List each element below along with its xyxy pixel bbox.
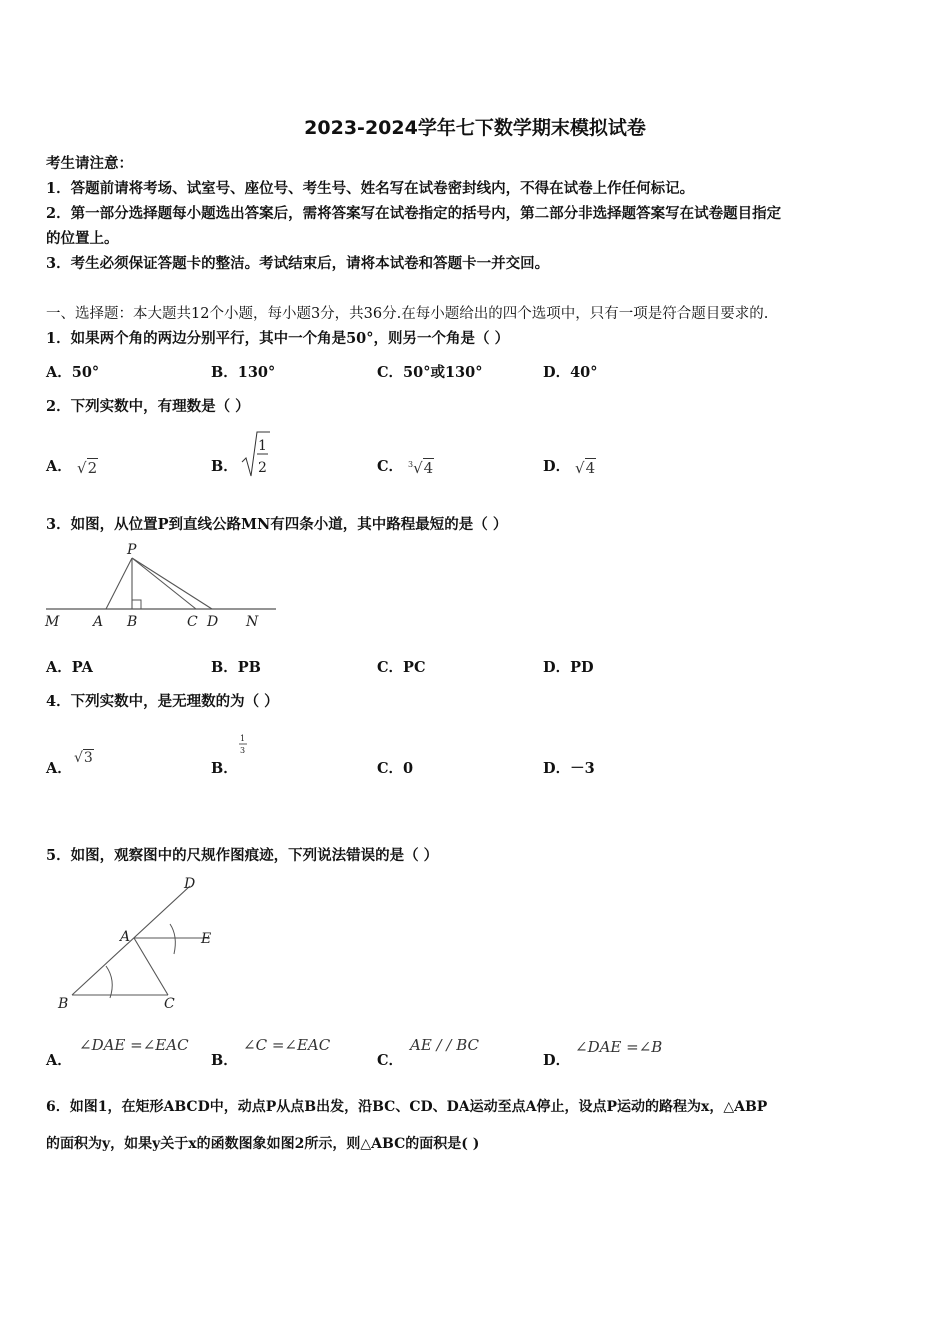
notice-item-2: 2．第一部分选择题每小题选出答案后，需将答案写在试卷指定的括号内，第二部分非选择题答案写在试卷题目指定 [46, 205, 782, 222]
q3-stem: 3．如图，从位置P到直线公路MN有四条小道，其中路程最短的是（ ） [46, 516, 508, 533]
q5-figure [50, 872, 230, 1021]
q6-stem-line1: 6．如图1，在矩形ABCD中，动点P从点B出发，沿BC、CD、DA运动至点A停止，设点P运动的路程为x，△ABP [46, 1099, 768, 1115]
notice-item-2-cont: 的位置上。 [46, 230, 119, 247]
q3-label-b: B [127, 614, 138, 630]
notice-item-1: 1．答题前请将考场、试室号、座位号、考生号、姓名写在试卷密封线内，不得在试卷上作任何标记。 [46, 180, 695, 197]
q3-option-b: B．PB [211, 659, 261, 676]
q4-option-d: D．－3 [543, 760, 595, 777]
q2-option-a-math: √2 [77, 459, 98, 477]
page-title: 2023-2024学年七下数学期末模拟试卷 [304, 117, 646, 139]
q5-label-c: C [164, 996, 175, 1012]
q2-option-d-math: √4 [575, 459, 596, 477]
q5-option-a-math: ∠DAE =∠EAC [79, 1036, 189, 1054]
q3-option-d: D．PD [543, 659, 594, 676]
q4-option-b: B． [211, 760, 238, 777]
q5-label-e: E [201, 931, 212, 947]
q4-option-c: C．0 [377, 760, 414, 777]
q2-option-b-math [240, 428, 272, 484]
q5-stem: 5．如图，观察图中的尺规作图痕迹，下列说法错误的是（ ） [46, 847, 439, 864]
q2-option-c: C． [377, 458, 404, 475]
q5-option-c-math: AE / / BC [410, 1036, 479, 1054]
q2-option-b: B． [211, 458, 238, 475]
notice-heading: 考生请注意： [46, 155, 133, 172]
q1-stem: 1．如果两个角的两边分别平行，其中一个角是50°，则另一个角是（ ） [46, 330, 510, 347]
q1-option-b: B．130° [211, 364, 276, 381]
q3-figure [40, 538, 280, 642]
notice-item-3: 3．考生必须保证答题卡的整洁。考试结束后，请将本试卷和答题卡一并交回。 [46, 255, 550, 272]
q4-option-b-math [238, 732, 250, 762]
q3-label-c: C [187, 614, 198, 630]
q1-option-a: A．50° [46, 364, 100, 381]
q3-label-p: P [127, 542, 137, 558]
fraction-figure [238, 732, 250, 758]
q5-option-a: A． [46, 1052, 72, 1069]
q4-stem: 4．下列实数中，是无理数的为（ ） [46, 693, 279, 710]
section-heading: 一、选择题：本大题共12个小题，每小题3分，共36分.在每小题给出的四个选项中，只有一项是符合题目要求的. [46, 306, 769, 322]
q2-stem: 2．下列实数中，有理数是（ ） [46, 398, 250, 415]
q6-stem-line2: 的面积为y，如果y关于x的函数图象如图2所示，则△ABC的面积是( ) [46, 1136, 480, 1152]
q2-b-numerator: 1 [258, 438, 267, 454]
q5-option-d: D． [543, 1052, 571, 1069]
q5-option-b: B． [211, 1052, 238, 1069]
q5-label-a: A [120, 929, 131, 945]
q4-b-numerator: 1 [240, 734, 246, 743]
q5-label-b: B [58, 996, 69, 1012]
q3-label-n: N [246, 614, 259, 630]
q1-option-d: D．40° [543, 364, 598, 381]
q5-label-d: D [184, 876, 196, 892]
q2-b-denominator: 2 [258, 460, 267, 476]
q2-option-d: D． [543, 458, 571, 475]
sqrt-fraction-figure [240, 428, 272, 480]
q3-label-m: M [45, 614, 60, 630]
q3-label-d: D [207, 614, 219, 630]
q1-option-c: C．50°或130° [377, 364, 483, 381]
q5-option-d-math: ∠DAE =∠B [575, 1038, 663, 1056]
q4-b-denominator: 3 [240, 746, 246, 755]
q3-option-c: C．PC [377, 659, 426, 676]
q2-option-c-math: $^3$√4 [408, 459, 434, 477]
q3-option-a: A．PA [46, 659, 93, 676]
q4-option-a-math: √3 [74, 750, 93, 766]
q2-option-a: A． [46, 458, 72, 475]
q5-option-c: C． [377, 1052, 404, 1069]
q3-label-a: A [93, 614, 104, 630]
q5-option-b-math: ∠C =∠EAC [243, 1036, 331, 1054]
q4-option-a: A． [46, 760, 72, 777]
